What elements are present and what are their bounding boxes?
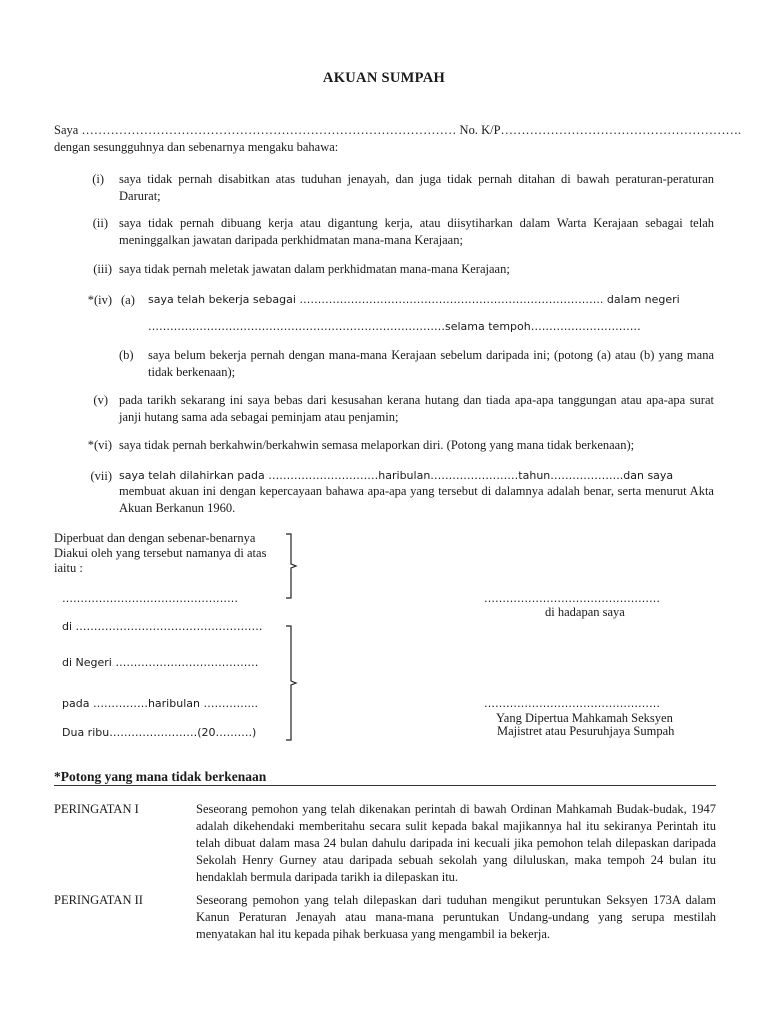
- item-text: saya belum bekerja pernah dengan mana-mana Kerajaan sebelum daripada ini; (potong (a) atau (b) yang mana tidak berkenaan);: [148, 348, 714, 379]
- item-employment-duration-line: ………………………………………………………………………selama tempoh…………………………: [148, 320, 641, 333]
- item-number: (v): [93, 393, 108, 407]
- item-text: membuat akuan ini dengan kepercayaan bahawa apa-apa yang tersebut di dalamnya adalah benar, serta menurut Akta Akuan Berkanun 1960.: [119, 484, 714, 515]
- signature-line-officer: …………………………………………: [484, 697, 660, 710]
- item-number: (vii): [90, 469, 112, 483]
- item-text: saya tidak pernah dibuang kerja atau digantung kerja, atau diisytiharkan dalam Warta Kerajaan sebagai telah meninggalkan jawatan daripada perkhidmatan mana-mana Kerajaan;: [119, 216, 714, 247]
- intro-statement: dengan sesungguhnya dan sebenarnya mengaku bahawa:: [54, 140, 339, 154]
- warning-label: PERINGATAN I: [54, 802, 139, 816]
- item-employment-line: saya telah bekerja sebagai ……………………………………………………………………….. dalam negeri: [148, 293, 680, 306]
- item-number: *(iv): [87, 293, 112, 307]
- item-number: *(vi): [87, 438, 112, 452]
- state-line: di Negeri …………………………………: [62, 656, 259, 669]
- sub-item-letter: (b): [119, 348, 134, 362]
- divider: [54, 785, 716, 786]
- warning-text: Seseorang pemohon yang telah dilepaskan dari tuduhan mengikut peruntukan Seksyen 173A dalam Kanun Peraturan Jenayah atau mana-mana peruntukan Undang-undang yang serupa mestilah menyatakan hal itu kepada pihak berkuasa yang mengambil ia bekerja.: [196, 893, 716, 941]
- signature-line-officer: …………………………………………: [484, 592, 660, 605]
- footnote-heading: *Potong yang mana tidak berkenaan: [54, 769, 267, 784]
- sub-item-letter: (a): [121, 293, 135, 307]
- brace-icon: [284, 625, 298, 741]
- item-text: saya tidak pernah berkahwin/berkahwin semasa melaporkan diri. (Potong yang mana tidak berkenaan);: [119, 438, 635, 452]
- place-line: di ……………………………………………: [62, 620, 263, 633]
- item-text: saya tidak pernah disabitkan atas tuduhan jenayah, dan juga tidak pernah ditahan di bawah peraturan-peraturan Darurat;: [119, 172, 714, 203]
- warning-label: PERINGATAN II: [54, 893, 143, 907]
- declaration-line: Diakui oleh yang tersebut namanya di atas: [54, 546, 267, 560]
- warning-text: Seseorang pemohon yang telah dikenakan perintah di bawah Ordinan Mahkamah Budak-budak, 1947 adalah dikehendaki memberitahu secara sulit kepada bakal majikannya hal itu sekiranya Perintah itu telah dibuat dalam masa 24 bulan dahulu daripada ini kecuali jika pemohon telah dilepaskan daripada Sekolah Henry Gurney atau daripada sebuah sekolah yang diluluskan, maka tempoh 24 bulan itu hendaklah bermula daripada tarikh ia dilepaskan itu.: [196, 802, 716, 884]
- item-number: (i): [92, 172, 104, 186]
- item-birth-line: saya telah dilahirkan pada …………………………haribulan……………………tahun………………..dan saya: [119, 469, 674, 482]
- intro-name-line: Saya ……………………………………………………………………………… No. K/P………………………………………………….: [54, 123, 742, 137]
- year-line: Dua ribu……………………(20……….): [62, 726, 257, 739]
- declaration-line: iaitu :: [54, 561, 83, 575]
- declaration-line: Diperbuat dan dengan sebenar-benarnya: [54, 531, 256, 545]
- item-number: (ii): [92, 216, 108, 230]
- in-presence-label: di hadapan saya: [545, 605, 625, 619]
- item-text: saya tidak pernah meletak jawatan dalam perkhidmatan mana-mana Kerajaan;: [119, 262, 510, 276]
- item-text: pada tarikh sekarang ini saya bebas dari kesusahan kerana hutang dan tiada apa-apa tanggungan atau apa-apa surat janji hutang sama ada sebagai peminjam atau penjamin;: [119, 393, 714, 424]
- document-title: AKUAN SUMPAH: [322, 70, 446, 86]
- signature-line-deponent: …………………………………………: [62, 592, 238, 605]
- date-line: pada ……………haribulan …………...: [62, 697, 258, 710]
- brace-icon: [284, 533, 298, 599]
- officer-title: Majistret atau Pesuruhjaya Sumpah: [497, 724, 675, 738]
- item-number: (iii): [93, 262, 112, 276]
- officer-title: Yang Dipertua Mahkamah Seksyen: [496, 711, 673, 725]
